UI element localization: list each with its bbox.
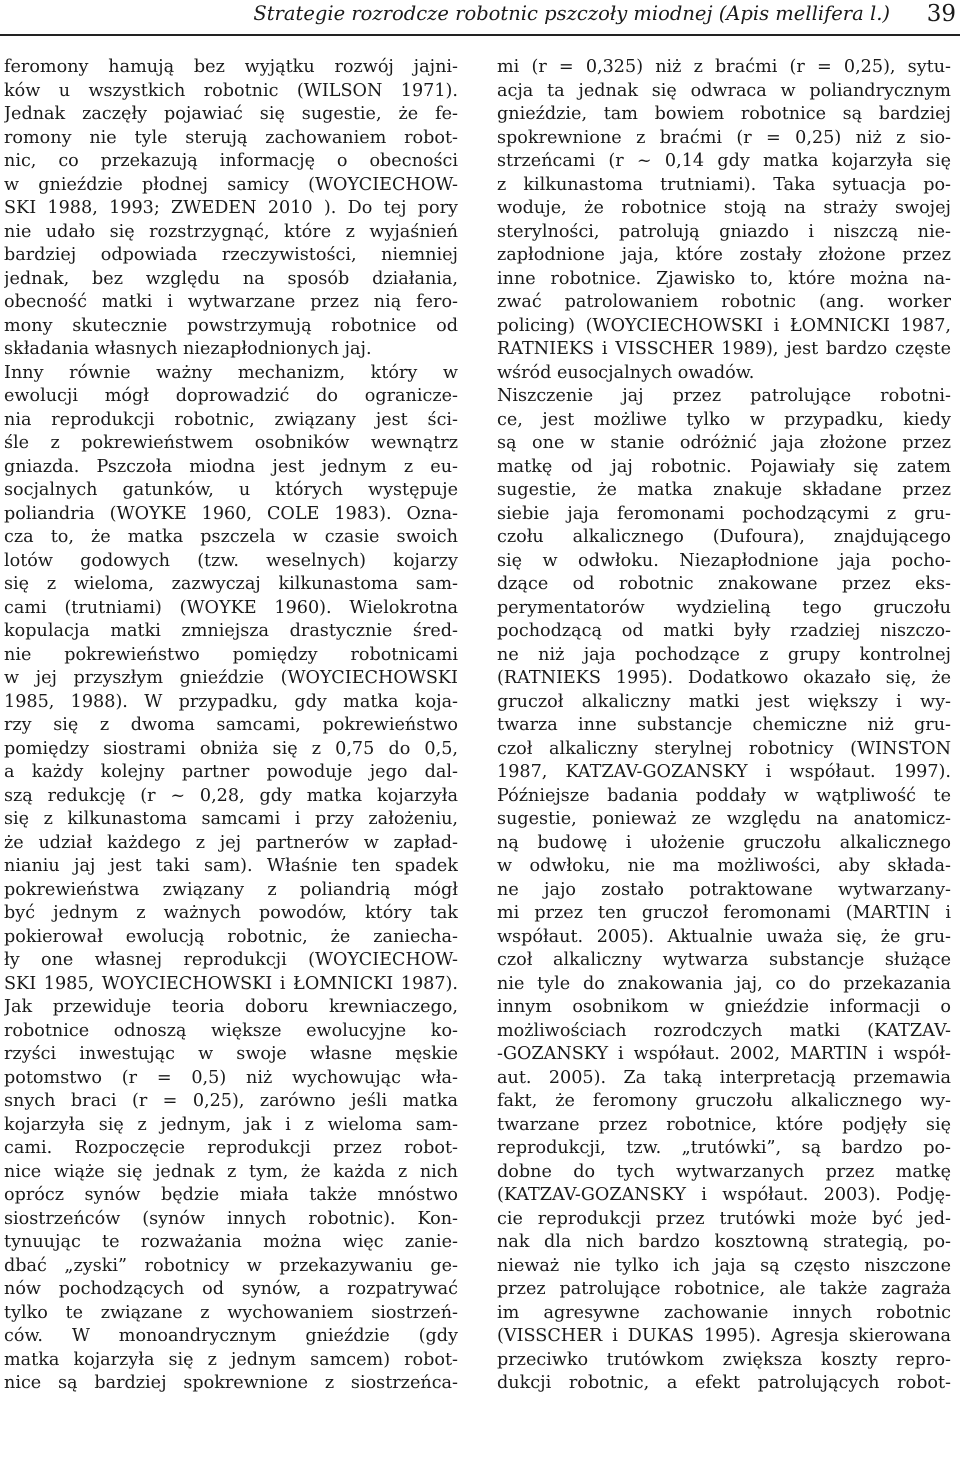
text-line: matkę od jaj robotnic. Pojawiały się zatem [497, 456, 951, 477]
text-line: dzące od robotnic znakowane przez eks- [497, 574, 951, 594]
text-line: nak dla nich bardzo kosztowną strategią, po- [497, 1232, 951, 1252]
text-line: bardziej odpowiada rzeczywistości, niemniej [4, 245, 458, 265]
text-line: Późniejsze badania poddały w wątpliwość te [497, 785, 951, 806]
text-line: tylko te związane z wychowaniem siostrzeń- [4, 1302, 458, 1323]
text-line: dbać „zyski” robotnicy w przekazywaniu ge- [4, 1255, 458, 1276]
text-line: pomiędzy siostrami obniża się z 0,75 do 0,5, [4, 738, 458, 759]
text-line: w jej przyszłym gnieździe (WOYCIECHOWSKI [4, 668, 458, 688]
text-line: gnieździe, tam bowiem robotnice są bardziej [497, 104, 951, 124]
text-line: mi (r = 0,325) niż z braćmi (r = 0,25), sytu- [497, 57, 951, 77]
text-line: inne robotnice. Zjawisko to, które można na- [497, 268, 951, 289]
text-line: jednak, bez względu na sposób działania, [4, 268, 458, 289]
text-line: szą redukcję (r ~ 0,28, gdy matka kojarzyła [4, 785, 458, 806]
text-line: siebie jaja feromonami pochodzącymi z gru- [497, 503, 951, 524]
text-line: się z wieloma, zazwyczaj kilkunastoma sam- [4, 574, 458, 594]
text-line: wśród eusocjalnych owadów. [497, 362, 755, 383]
text-line: acja ta jednak się odwraca w poliandrycznym [497, 80, 951, 101]
text-line: cami (trutniami) (WOYKE 1960). Wielokrotna [4, 597, 458, 618]
text-line: Niszczenie jaj przez patrolujące robotni- [497, 386, 951, 406]
text-line: romony nie tyle sterują zachowaniem robot- [4, 127, 458, 148]
text-line: składania własnych niezapłodnionych jaj. [4, 339, 372, 359]
text-line: SKI 1988, 1993; ZWEDEN 2010 ). Do tej pory [4, 198, 458, 218]
text-line: czoł alkaliczny wytwarza substancje służące [497, 950, 951, 970]
text-line: lotów godowych (tzw. weselnych) kojarzy [4, 550, 458, 571]
text-line: dukcji robotnic, a efekt patrolujących robot- [497, 1373, 951, 1393]
text-line: ewolucji mógł doprowadzić do ogranicze- [4, 386, 458, 406]
text-line: ną budowę i ułożenie gruczołu alkalicznego [497, 832, 951, 853]
text-line: sugestie, ponieważ ze względu na anatomicz- [497, 809, 951, 829]
text-line: pochodzącą od matki były rzadziej niszczo- [497, 621, 951, 641]
text-line: (VISSCHER i DUKAS 1995). Agresja skierowana [497, 1326, 951, 1346]
text-line: feromony hamują bez wyjątku rozwój jajni- [4, 57, 458, 77]
text-line: ły one własnej reprodukcji (WOYCIECHOW- [4, 950, 458, 970]
left-column [4, 56, 458, 1396]
text-line: zapłodnione jaja, które zostały złożone przez [497, 245, 951, 265]
text-line: (KATZAV-GOZANSKY i współaut. 2003). Podję- [497, 1185, 951, 1205]
text-line: gniazda. Pszczoła miodna jest jednym z eu- [4, 456, 458, 477]
text-line: sterylności, patrolują gniazdo i niszczą nie- [497, 221, 951, 242]
text-line: śle z pokrewieństwem osobników wewnątrz [4, 433, 458, 453]
text-line: kojarzyła się z jednym, jak i z wieloma sam- [4, 1114, 458, 1135]
text-line: ne niż jaja pochodzące z grupy kontrolnej [497, 644, 951, 665]
text-line: a każdy kolejny partner powoduje jego dal- [4, 762, 458, 782]
text-line: oprócz synów będzie miała także mnóstwo [4, 1185, 458, 1205]
text-line: snych braci (r = 0,25), zarówno jeśli matka [4, 1091, 458, 1111]
text-line: rzy się z dwoma samcami, pokrewieństwo [4, 715, 458, 735]
text-line: aut. 2005). Za taką interpretacją przemawia [497, 1067, 951, 1088]
text-line: cie reprodukcji przez trutówki może być jed- [497, 1208, 951, 1229]
text-line: Inny równie ważny mechanizm, który w [4, 362, 458, 383]
text-line: siostrzeńców (synów innych robotnic). Kon- [4, 1208, 458, 1229]
text-line: nie udało się rozstrzygnąć, które z wyjaśnień [4, 221, 458, 242]
text-line: są one w stanie odróżnić jaja złożone przez [497, 433, 951, 453]
right-column [497, 56, 951, 1396]
text-line: nice są bardziej spokrewnione z siostrzeńca- [4, 1373, 458, 1393]
text-line: w gnieździe płodnej samicy (WOYCIECHOW- [4, 174, 458, 195]
text-line: nie pokrewieństwo pomiędzy robotnicami [4, 644, 458, 665]
text-line: nów pochodzących od synów, a rozpatrywać [4, 1279, 458, 1299]
text-line: cza to, że matka pszczela w czasie swoich [4, 527, 458, 547]
running-header [0, 0, 960, 40]
text-line: ne jajo zostało potraktowane wytwarzany- [497, 879, 951, 900]
text-line: tynuując te rozważania można więc zanie- [4, 1232, 458, 1252]
text-line: innym osobnikom w gnieździe informacji o [497, 997, 951, 1017]
text-line: dobne do tych wytwarzanych przez matkę [497, 1161, 951, 1182]
text-line: ków u wszystkich robotnic (WILSON 1971). [4, 80, 458, 101]
text-line: reprodukcji, tzw. „trutówki”, są bardzo po- [497, 1138, 951, 1158]
text-line: (RATNIEKS 1995). Dodatkowo okazało się, że [497, 668, 951, 688]
text-line: mi przez ten gruczoł feromonami (MARTIN i [497, 903, 951, 923]
text-line: z kilkunastoma trutniami). Taka sytuacja po- [497, 174, 951, 195]
text-line: zwać patrolowaniem robotnic (ang. worker [497, 292, 951, 312]
page-number: 39 [926, 1, 956, 27]
text-line: potomstwo (r = 0,5) niż wychowując wła- [4, 1067, 458, 1088]
text-line: matka kojarzyła się z jednym samcem) robot- [4, 1349, 458, 1370]
text-line: mony skutecznie powstrzymują robotnice od [4, 315, 458, 336]
text-line: cami. Rozpoczęcie reprodukcji przez robot- [4, 1138, 458, 1158]
text-line: spokrewnione z braćmi (r = 0,25) niż z sio- [497, 127, 951, 148]
text-line: gruczoł alkaliczny matki jest większy i wy- [497, 691, 951, 712]
text-line: twarza inne substancje chemiczne niż gru- [497, 715, 951, 735]
text-line: Jednak zaczęły pojawiać się sugestie, że fe- [4, 104, 458, 124]
text-line: że udział każdego z jej partnerów w zapład- [4, 832, 458, 853]
text-line: RATNIEKS i VISSCHER 1989), jest bardzo częste [497, 339, 951, 359]
text-line: pokierował ewolucją robotnic, że zaniecha- [4, 926, 458, 947]
text-line: im agresywne zachowanie innych robotnic [497, 1302, 951, 1323]
text-line: fakt, że feromony gruczołu alkalicznego wy- [497, 1091, 951, 1111]
text-line: się z kilkunastoma samcami i przy założeniu, [4, 809, 458, 829]
text-line: ce, jest możliwe tylko w przypadku, kiedy [497, 409, 951, 430]
text-line: nice wiąże się jednak z tym, że każda z nich [4, 1161, 458, 1182]
text-line: możliwościach rozrodczych matki (KATZAV- [497, 1020, 951, 1041]
text-line: poliandria (WOYKE 1960, COLE 1983). Ozna- [4, 503, 458, 524]
text-line: przeciwko trutówkom zwiększa koszty repro- [497, 1349, 951, 1370]
text-line: 1985, 1988). W przypadku, gdy matka koja- [4, 691, 458, 712]
text-line: -GOZANSKY i współaut. 2002, MARTIN i współ- [497, 1044, 951, 1064]
text-line: być jednym z ważnych powodów, który tak [4, 903, 458, 923]
text-line: nie tyle do znakowania jaj, co do przekazania [497, 973, 951, 994]
text-line: strzeńcami (r ~ 0,14 gdy matka kojarzyła się [497, 151, 951, 171]
text-line: się w odwłoku. Niezapłodnione jaja pocho- [497, 550, 951, 571]
text-line: pokrewieństwa związany z poliandrią mógł [4, 879, 458, 900]
text-line: nieważ nie tylko ich jaja są często niszczone [497, 1255, 951, 1276]
running-title: Strategie rozrodcze robotnic pszczoły miodnej (Apis mellifera l.) [253, 2, 890, 25]
text-line: ców. W monoandrycznym gnieździe (gdy [4, 1326, 458, 1346]
text-line: policing) (WOYCIECHOWSKI i ŁOMNICKI 1987, [497, 315, 951, 336]
text-line: czoł alkaliczny sterylnej robotnicy (WINSTON [497, 738, 951, 759]
text-line: czołu alkalicznego (Dufoura), znajdującego [497, 527, 951, 547]
text-line: socjalnych gatunków, u których występuje [4, 480, 458, 500]
text-line: perymentatorów wydzieliną tego gruczołu [497, 597, 951, 618]
text-line: nic, co przekazują informację o obecności [4, 151, 458, 171]
text-line: w odwłoku, nie ma możliwości, aby składa- [497, 856, 951, 876]
text-line: rzyści inwestując w swoje własne męskie [4, 1044, 458, 1064]
text-line: współaut. 2005). Aktualnie uważa się, że gru- [497, 926, 951, 947]
text-line: nia reprodukcji robotnic, związany jest ści- [4, 409, 458, 430]
header-rule [0, 34, 960, 36]
text-line: twarzane przez robotnice, które podjęły się [497, 1114, 951, 1135]
text-line: Jak przewiduje teoria doboru krewniaczego, [4, 997, 458, 1017]
text-line: kopulacja matki zmniejsza drastycznie śred- [4, 621, 458, 641]
text-line: sugestie, że matka znakuje składane przez [497, 480, 951, 500]
text-line: 1987, KATZAV-GOZANSKY i współaut. 1997). [497, 762, 951, 782]
text-line: SKI 1985, WOYCIECHOWSKI i ŁOMNICKI 1987). [4, 973, 458, 994]
text-line: woduje, że robotnice stoją na straży swojej [497, 198, 951, 218]
text-line: nianiu jaj jest taki sam). Właśnie ten spadek [4, 856, 458, 876]
text-line: obecność matki i wytwarzane przez nią fero- [4, 292, 458, 312]
text-line: przez patrolujące robotnice, ale także zagraża [497, 1279, 951, 1299]
text-line: robotnice odnoszą większe ewolucyjne ko- [4, 1020, 458, 1041]
